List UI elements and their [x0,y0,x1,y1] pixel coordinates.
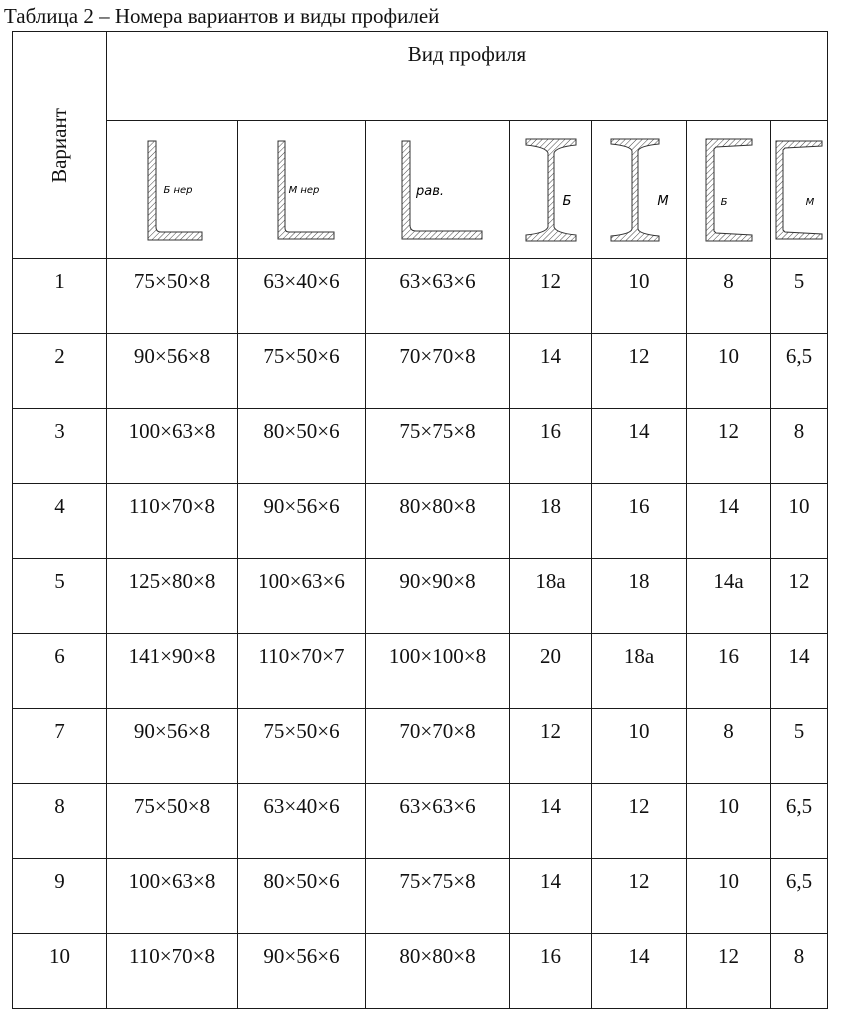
profile-size-cell: 6,5 [771,784,828,859]
profile-header-i-beam-large [510,121,592,259]
profile-size-cell: 12 [592,334,687,409]
profile-size-cell: 110×70×7 [238,634,366,709]
variant-number-cell: 9 [13,859,107,934]
profile-size-cell: 16 [687,634,771,709]
profile-size-cell: 80×50×6 [238,409,366,484]
variant-number-cell: 8 [13,784,107,859]
profile-size-cell: 8 [771,934,828,1009]
profile-size-cell: 100×63×6 [238,559,366,634]
profile-label: Б [562,193,571,209]
profile-label: М [657,193,669,209]
profile-size-cell: 12 [510,259,592,334]
profile-size-cell: 14 [592,409,687,484]
profile-header-unequal-angle-large [107,121,238,259]
profile-size-cell: 12 [510,709,592,784]
profile-size-cell: 10 [687,859,771,934]
profile-size-cell: 70×70×8 [366,334,510,409]
table-row [13,484,828,559]
profile-size-cell: 8 [687,259,771,334]
profile-group-label: Вид профиля [407,42,527,66]
profile-group-header [107,32,828,121]
profile-size-cell: 18а [592,634,687,709]
profile-size-cell: 14 [592,934,687,1009]
table-row [13,259,828,334]
variant-header-label: Вариант [47,107,71,183]
profile-size-cell: 8 [771,409,828,484]
profile-size-cell: 75×50×6 [238,334,366,409]
profile-label: рав. [415,183,444,199]
profile-size-cell: 63×40×6 [238,784,366,859]
table-body [13,259,828,1009]
profile-header-equal-angle [366,121,510,259]
i-beam-small-icon [601,135,677,245]
table-row [13,934,828,1009]
profile-size-cell: 75×75×8 [366,409,510,484]
profile-size-cell: 6,5 [771,334,828,409]
unequal-angle-small-icon [262,135,342,245]
profile-size-cell: 90×90×8 [366,559,510,634]
variants-table [12,31,828,1009]
profile-size-cell: 100×100×8 [366,634,510,709]
variant-number-cell: 3 [13,409,107,484]
profile-size-cell: 14 [510,334,592,409]
profile-size-cell: 18 [592,559,687,634]
profile-size-cell: 10 [771,484,828,559]
profile-size-cell: 63×63×6 [366,259,510,334]
profile-size-cell: 5 [771,709,828,784]
profile-size-cell: 10 [592,709,687,784]
profile-size-cell: 80×80×8 [366,484,510,559]
profile-size-cell: 8 [687,709,771,784]
profile-label: М [805,196,815,208]
profile-size-cell: 12 [592,859,687,934]
profile-size-cell: 80×50×6 [238,859,366,934]
profile-label: Б нер [163,184,193,196]
profile-size-cell: 10 [687,784,771,859]
profile-size-cell: 90×56×8 [107,709,238,784]
profile-size-cell: 14 [771,634,828,709]
table-row [13,859,828,934]
profile-size-cell: 12 [687,409,771,484]
profile-size-cell: 75×50×6 [238,709,366,784]
profile-size-cell: 18а [510,559,592,634]
profile-size-cell: 75×50×8 [107,259,238,334]
table-row [13,709,828,784]
profile-size-cell: 14 [510,859,592,934]
profile-size-cell: 100×63×8 [107,409,238,484]
variant-number-cell: 6 [13,634,107,709]
profile-size-cell: 10 [592,259,687,334]
profile-header-i-beam-small [592,121,687,259]
unequal-angle-large-icon [132,135,212,245]
profile-label: Б [720,196,727,208]
profile-size-cell: 14а [687,559,771,634]
profile-size-cell: 12 [687,934,771,1009]
profile-label: М нер [288,184,319,196]
profile-size-cell: 80×80×8 [366,934,510,1009]
table-row [13,784,828,859]
channel-large-icon [694,135,764,245]
profile-size-cell: 5 [771,259,828,334]
profile-size-cell: 63×40×6 [238,259,366,334]
profile-size-cell: 10 [687,334,771,409]
variant-number-cell: 4 [13,484,107,559]
table-row [13,634,828,709]
profile-size-cell: 90×56×8 [107,334,238,409]
variant-number-cell: 5 [13,559,107,634]
variant-number-cell: 10 [13,934,107,1009]
profile-size-cell: 16 [510,409,592,484]
variant-number-cell: 7 [13,709,107,784]
channel-small-icon [772,135,826,245]
profile-header-unequal-angle-small [238,121,366,259]
profile-size-cell: 18 [510,484,592,559]
i-beam-large-icon [518,135,584,245]
profile-size-cell: 16 [592,484,687,559]
profile-size-cell: 16 [510,934,592,1009]
profile-size-cell: 20 [510,634,592,709]
profile-size-cell: 70×70×8 [366,709,510,784]
profile-size-cell: 75×50×8 [107,784,238,859]
profile-size-cell: 125×80×8 [107,559,238,634]
table-row [13,559,828,634]
profile-size-cell: 90×56×6 [238,934,366,1009]
profile-size-cell: 100×63×8 [107,859,238,934]
profile-size-cell: 14 [510,784,592,859]
profile-size-cell: 141×90×8 [107,634,238,709]
variant-number-cell: 1 [13,259,107,334]
profile-size-cell: 14 [687,484,771,559]
profile-size-cell: 75×75×8 [366,859,510,934]
profile-size-cell: 12 [771,559,828,634]
table-caption: Таблица 2 – Номера вариантов и виды профилей [4,4,440,28]
profile-header-channel-small [771,121,828,259]
variant-number-cell: 2 [13,334,107,409]
equal-angle-icon [386,135,490,245]
profile-size-cell: 6,5 [771,859,828,934]
variant-column-header [13,32,107,259]
profile-header-channel-large [687,121,771,259]
table-row [13,409,828,484]
profile-size-cell: 110×70×8 [107,484,238,559]
table-row [13,334,828,409]
profile-size-cell: 90×56×6 [238,484,366,559]
profile-size-cell: 63×63×6 [366,784,510,859]
profile-size-cell: 12 [592,784,687,859]
profile-size-cell: 110×70×8 [107,934,238,1009]
